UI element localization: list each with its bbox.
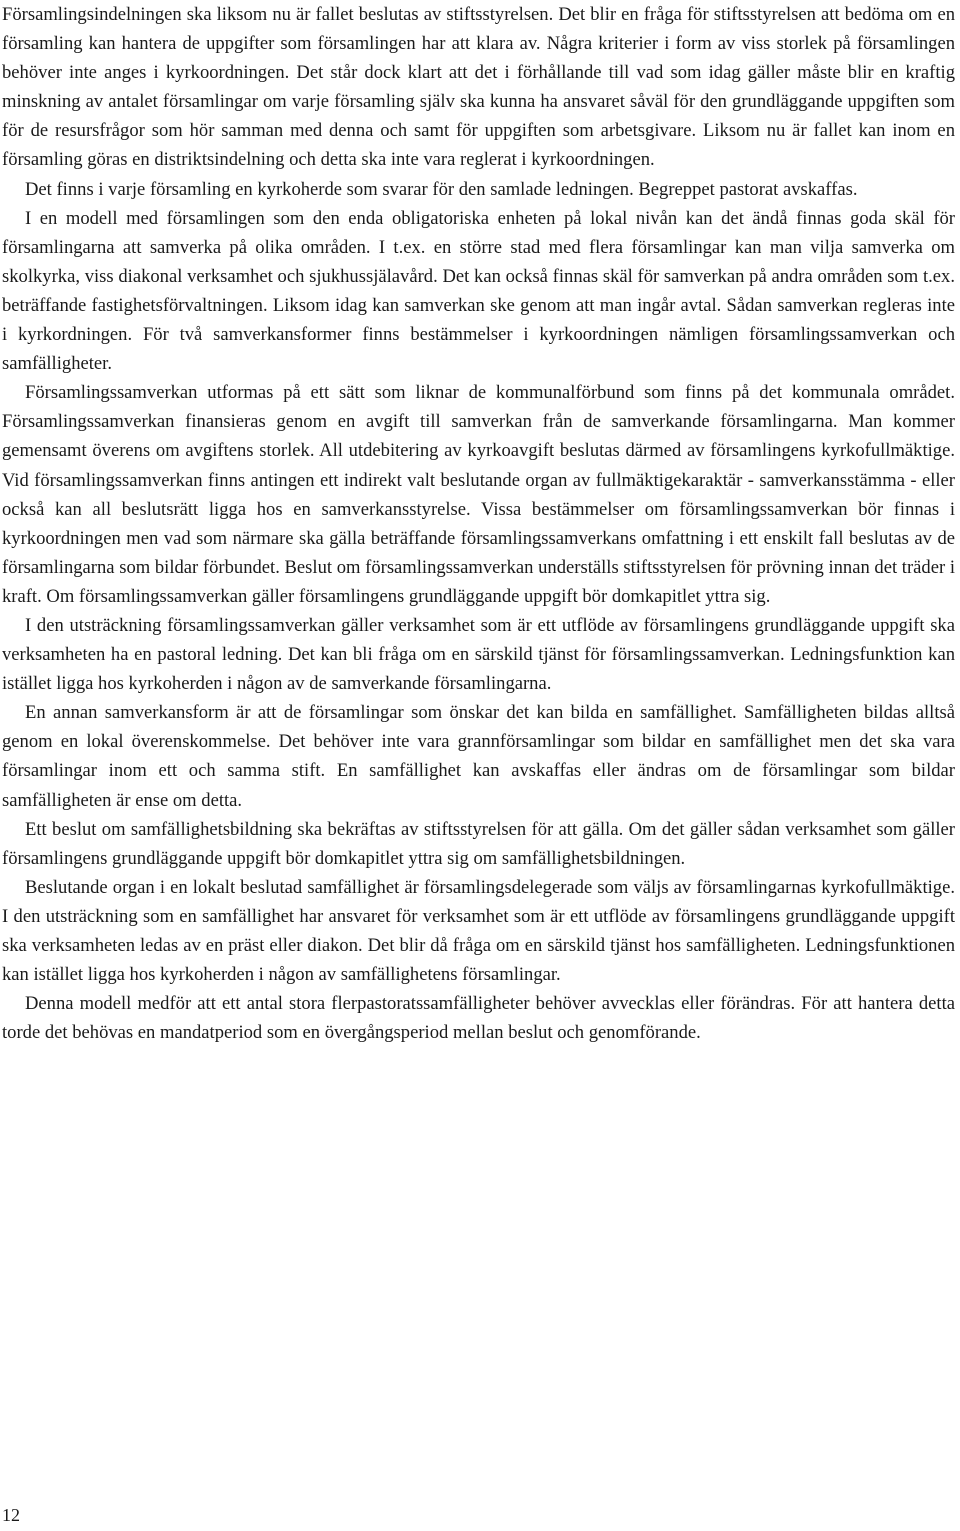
paragraph-2: Det finns i varje församling en kyrkoherde som svarar för den samlade ledningen. Begreppet pastorat avskaffas. xyxy=(25,178,858,200)
paragraph-5: I den utsträckning församlingssamverkan gäller verksamhet som är ett utflöde av församlingens grundläggande uppgift ska verksamheten ha en pastoral ledning. Det kan bli fråga om en särskild tjänst för församlingssamverkan. Ledningsfunktion kan istället ligga hos kyrkoherden i någon av de samverkande församlingarna. xyxy=(2,614,955,695)
page-number: 12 xyxy=(2,1505,20,1525)
body-text xyxy=(2,0,955,1047)
paragraph-7: Ett beslut om samfällighetsbildning ska bekräftas av stiftsstyrelsen för att gälla. Om det gäller sådan verksamhet som gäller församlingens grundläggande uppgift bör domkapitlet yttra sig om samfällighetsbildningen. xyxy=(2,818,955,869)
paragraph-4: Församlingssamverkan utformas på ett sätt som liknar de kommunalförbund som finns på det kommunala området. Församlingssamverkan finansieras genom en avgift till samverkan från de samverkande församlingarna. Man kommer gemensamt överens om avgiftens storlek. All utdebitering av kyrkoavgift beslutas därmed av församlingens kyrkofullmäktige. Vid församlingssamverkan finns antingen ett indirekt valt beslutande organ av fullmäktigekaraktär - samverkansstämma - eller också kan all beslutsrätt ligga hos en samverkansstyrelse. Vissa bestämmelser om församlingssamverkan bör finnas i kyrkoordningen men vad som närmare ska gälla beträffande församlingssamverkans omfattning i ett enskilt fall beslutas av de församlingarna som bildar förbundet. Beslut om församlingssamverkan underställs stiftsstyrelsen för prövning innan det träder i kraft. Om församlingssamverkan gäller församlingens grundläggande uppgift bör domkapitlet yttra sig. xyxy=(2,382,955,607)
paragraph-6: En annan samverkansform är att de församlingar som önskar det kan bilda en samfällighet. Samfälligheten bildas alltså genom en lokal överenskommelse. Det behöver inte vara grannförsamlingar som bildar en samfällighet men det ska vara församlingar inom ett och samma stift. En samfällighet kan avskaffas eller ändras om de församlingar som bildar samfälligheten är ense om detta. xyxy=(2,702,955,811)
paragraph-9: Denna modell medför att ett antal stora flerpastoratssamfälligheter behöver avvecklas eller förändras. För att hantera detta torde det behövas en mandatperiod som en övergångsperiod mellan beslut och genomförande. xyxy=(2,993,955,1044)
paragraph-3: I en modell med församlingen som den enda obligatoriska enheten på lokal nivån kan det ändå finnas goda skäl för församlingarna att samverka på olika områden. I t.ex. en större stad med flera församlingar kan man vilja samverka om skolkyrka, viss diakonal verksamhet och sjukhussjälavård. Det kan också finnas skäl för samverkan på andra områden som t.ex. beträffande fastighetsförvaltningen. Liksom idag kan samverkan ske genom att man ingår avtal. Sådan samverkan regleras inte i kyrkordningen. För två samverkansformer finns bestämmelser i kyrkoordningen nämligen församlingssamverkan och samfälligheter. xyxy=(2,207,955,375)
paragraph-1: Församlingsindelningen ska liksom nu är fallet beslutas av stiftsstyrelsen. Det blir en fråga för stiftsstyrelsen att bedöma om en församling kan hantera de uppgifter som församlingen har att klara av. Några kriterier i form av viss storlek på församlingen behöver inte anges i kyrkoordningen. Det står dock klart att det i förhållande till vad som idag gäller måste blir en kraftig minskning av antalet församlingar om varje församling själv ska kunna ha ansvaret såväl för den grundläggande uppgiften som för de resursfrågor som hör samman med denna och samt för uppgiften som arbetsgivare. Liksom nu är fallet kan inom en församling göras en distriktsindelning och detta ska inte vara reglerat i kyrkoordningen. xyxy=(2,4,955,171)
paragraph-8: Beslutande organ i en lokalt beslutad samfällighet är församlingsdelegerade som väljs av församlingarnas kyrkofullmäktige. I den utsträckning som en samfällighet har ansvaret för verksamhet som är ett utflöde av församlingens grundläggande uppgift ska verksamheten ledas av en präst eller diakon. Det blir då fråga om en särskild tjänst hos samfälligheten. Ledningsfunktionen kan istället ligga hos kyrkoherden i någon av samfällighetens församlingar. xyxy=(2,876,955,986)
